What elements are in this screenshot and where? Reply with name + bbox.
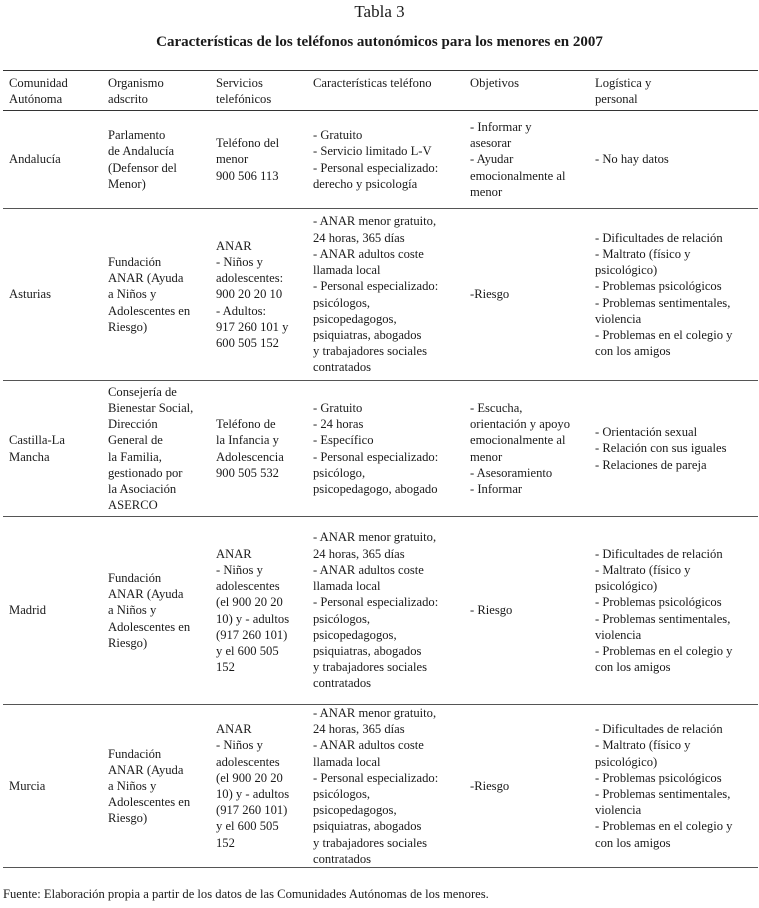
cell-line: llamada local <box>313 579 381 594</box>
cell-line: con los amigos <box>595 344 671 359</box>
cell-line: Parlamento <box>108 128 166 143</box>
cell-community <box>3 381 102 517</box>
cell-line: y trabajadores sociales <box>313 660 427 675</box>
cell-line: ANAR (Ayuda <box>108 587 184 602</box>
cell-line: a Niños y <box>108 778 157 793</box>
cell-line: - Servicio limitado L-V <box>313 144 432 159</box>
table-row <box>3 705 758 868</box>
cell-line: Adolescentes en <box>108 795 191 810</box>
table-row <box>3 381 758 517</box>
cell-line: ANAR <box>216 722 252 737</box>
cell-line: - Niños y <box>216 254 263 269</box>
cell-line: - Maltrato (físico y <box>595 738 691 753</box>
header-organism <box>102 71 210 111</box>
cell-line: - Informar <box>470 481 523 496</box>
header-line: Comunidad <box>9 76 68 90</box>
cell-line: - Escucha, <box>470 400 523 415</box>
cell-line: con los amigos <box>595 660 671 675</box>
cell-line: emocionalmente al <box>470 433 566 448</box>
header-features <box>307 71 464 111</box>
header-services <box>210 71 307 111</box>
cell-logistics <box>589 381 758 517</box>
cell-line: psicólogos, <box>313 295 371 310</box>
table-row <box>3 209 758 381</box>
cell-line: adolescentes <box>216 754 280 769</box>
cell-line: - Dificultades de relación <box>595 546 723 561</box>
cell-line: - ANAR menor gratuito, <box>313 530 437 545</box>
cell-organism <box>102 381 210 517</box>
cell-line: 10) y - adultos <box>216 787 290 802</box>
cell-line: 152 <box>216 660 235 675</box>
cell-line: Adolescencia <box>216 449 284 464</box>
cell-features <box>307 517 464 705</box>
cell-logistics <box>589 111 758 209</box>
cell-organism <box>102 209 210 381</box>
cell-line: - Niños y <box>216 738 263 753</box>
cell-line: Adolescentes en <box>108 303 191 318</box>
cell-line: Madrid <box>9 603 47 618</box>
cell-line: Consejería de <box>108 384 177 399</box>
cell-line: (917 260 101) <box>216 803 288 818</box>
cell-line: - Problemas en el colegio y <box>595 327 733 342</box>
cell-line: psicólogos, <box>313 787 371 802</box>
table-body <box>3 111 758 868</box>
cell-organism <box>102 111 210 209</box>
cell-line: contratados <box>313 676 372 691</box>
cell-line: y trabajadores sociales <box>313 835 427 850</box>
cell-services <box>210 111 307 209</box>
cell-line: - ANAR adultos coste <box>313 246 424 261</box>
header-line: Logística y <box>595 76 652 90</box>
cell-line: psicopedagogos, <box>313 803 397 818</box>
cell-line: 900 20 20 10 <box>216 287 283 302</box>
cell-logistics <box>589 209 758 381</box>
cell-line: la Familia, <box>108 449 162 464</box>
cell-line: y el 600 505 <box>216 819 279 834</box>
cell-line: - Adultos: <box>216 303 267 318</box>
cell-line: - Niños y <box>216 562 263 577</box>
cell-line: menor <box>216 152 249 167</box>
cell-line: - Problemas en el colegio y <box>595 643 733 658</box>
cell-line: - Problemas sentimentales, <box>595 611 731 626</box>
table-caption: Tabla 3 <box>354 2 405 21</box>
cell-line: Fundación <box>108 254 162 269</box>
cell-line: 24 horas, 365 días <box>313 230 405 245</box>
cell-line: - Gratuito <box>313 128 363 143</box>
cell-line: adolescentes: <box>216 271 284 286</box>
cell-line: 10) y - adultos <box>216 611 290 626</box>
cell-line: contratados <box>313 360 372 375</box>
cell-line: - Asesoramiento <box>470 465 553 480</box>
cell-line: Menor) <box>108 176 146 191</box>
header-line: Objetivos <box>470 76 519 90</box>
cell-line: -Riesgo <box>470 778 510 793</box>
cell-line: Riesgo) <box>108 811 148 826</box>
cell-community <box>3 209 102 381</box>
cell-line: psicólogo, <box>313 465 366 480</box>
cell-line: Bienestar Social, <box>108 400 194 415</box>
cell-line: gestionado por <box>108 465 183 480</box>
cell-line: Riesgo) <box>108 635 148 650</box>
cell-services <box>210 381 307 517</box>
cell-line: General de <box>108 433 163 448</box>
cell-logistics <box>589 517 758 705</box>
cell-line: psicopedagogos, <box>313 627 397 642</box>
cell-line: violencia <box>595 311 642 326</box>
cell-line: asesorar <box>470 136 512 151</box>
cell-line: - Problemas psicológicos <box>595 595 722 610</box>
cell-line: (el 900 20 20 <box>216 770 283 785</box>
cell-logistics <box>589 705 758 868</box>
header-line: Organismo <box>108 76 164 90</box>
cell-line: - Relación con sus iguales <box>595 441 727 456</box>
cell-line: la Infancia y <box>216 433 279 448</box>
cell-line: llamada local <box>313 754 381 769</box>
cell-line: 600 505 152 <box>216 336 279 350</box>
header-line: Autónoma <box>9 92 63 107</box>
cell-features <box>307 111 464 209</box>
cell-line: - ANAR menor gratuito, <box>313 706 437 720</box>
cell-line: - ANAR adultos coste <box>313 562 424 577</box>
cell-line: psicólogos, <box>313 611 371 626</box>
cell-line: - Problemas psicológicos <box>595 279 722 294</box>
cell-line: - No hay datos <box>595 152 669 167</box>
phone-services-table <box>3 70 758 868</box>
cell-line: - ANAR menor gratuito, <box>313 214 437 229</box>
cell-line: - Dificultades de relación <box>595 230 723 245</box>
cell-line: llamada local <box>313 263 381 278</box>
cell-line: -Riesgo <box>470 287 510 302</box>
cell-line: - Problemas sentimentales, <box>595 787 731 802</box>
cell-line: violencia <box>595 803 642 818</box>
cell-line: - Personal especializado: <box>313 279 439 294</box>
cell-line: ASERCO <box>108 498 158 513</box>
cell-features <box>307 705 464 868</box>
cell-line: 152 <box>216 835 235 850</box>
table-header <box>3 71 758 111</box>
cell-line: de Andalucía <box>108 144 175 159</box>
header-line: Características teléfono <box>313 76 432 90</box>
cell-line: - Problemas psicológicos <box>595 770 722 785</box>
header-community <box>3 71 102 111</box>
cell-objectives <box>464 111 589 209</box>
cell-line: menor <box>470 184 503 199</box>
cell-line: (el 900 20 20 <box>216 595 283 610</box>
cell-line: y trabajadores sociales <box>313 344 427 359</box>
cell-features <box>307 209 464 381</box>
header-row <box>3 71 758 111</box>
cell-line: ANAR <box>216 238 252 253</box>
cell-line: - Específico <box>313 433 374 448</box>
cell-line: (917 260 101) <box>216 627 288 642</box>
cell-line: - Personal especializado: <box>313 449 439 464</box>
cell-line: Fundación <box>108 746 162 761</box>
cell-line: psicológico) <box>595 579 658 594</box>
cell-line: 900 506 113 <box>216 168 279 183</box>
cell-line: 917 260 101 y <box>216 319 289 334</box>
cell-line: psicopedagogos, <box>313 311 397 326</box>
cell-line: 24 horas, 365 días <box>313 722 405 737</box>
header-line: telefónicos <box>216 92 272 107</box>
cell-line: - Relaciones de pareja <box>595 457 707 472</box>
cell-line: (Defensor del <box>108 160 177 175</box>
cell-line: - Maltrato (físico y <box>595 246 691 261</box>
cell-community <box>3 517 102 705</box>
cell-line: - ANAR adultos coste <box>313 738 424 753</box>
cell-community <box>3 111 102 209</box>
cell-line: Mancha <box>9 449 50 464</box>
cell-line: - Problemas sentimentales, <box>595 295 731 310</box>
cell-line: - Riesgo <box>470 603 513 618</box>
cell-line: menor <box>470 449 503 464</box>
cell-line: ANAR (Ayuda <box>108 271 184 286</box>
cell-line: Murcia <box>9 778 46 793</box>
cell-line: - Personal especializado: <box>313 160 439 175</box>
cell-line: adolescentes <box>216 579 280 594</box>
cell-line: - Problemas en el colegio y <box>595 819 733 834</box>
header-line: Servicios <box>216 76 263 90</box>
cell-line: violencia <box>595 627 642 642</box>
header-line: personal <box>595 92 638 107</box>
header-objectives <box>464 71 589 111</box>
cell-line: - Personal especializado: <box>313 595 439 610</box>
cell-services <box>210 705 307 868</box>
table-title: Características de los teléfonos autonómicos para los menores en 2007 <box>156 34 603 50</box>
cell-line: - Informar y <box>470 119 532 134</box>
table-row <box>3 517 758 705</box>
cell-community <box>3 705 102 868</box>
cell-organism <box>102 517 210 705</box>
cell-line: - Personal especializado: <box>313 770 439 785</box>
cell-line: ANAR <box>216 546 252 561</box>
cell-line: a Niños y <box>108 287 157 302</box>
cell-line: psiquiatras, abogados <box>313 643 422 658</box>
cell-line: con los amigos <box>595 835 671 850</box>
cell-line: Fundación <box>108 570 162 585</box>
cell-organism <box>102 705 210 868</box>
cell-services <box>210 209 307 381</box>
cell-line: psiquiatras, abogados <box>313 327 422 342</box>
cell-line: - Maltrato (físico y <box>595 562 691 577</box>
cell-line: Castilla-La <box>9 433 65 448</box>
cell-line: la Asociación <box>108 481 177 496</box>
cell-line: derecho y psicología <box>313 176 418 191</box>
cell-line: Andalucía <box>9 152 61 167</box>
cell-line: a Niños y <box>108 603 157 618</box>
cell-line: Dirección <box>108 417 158 432</box>
cell-line: psiquiatras, abogados <box>313 819 422 834</box>
table-row <box>3 111 758 209</box>
cell-objectives <box>464 517 589 705</box>
cell-line: y el 600 505 <box>216 643 279 658</box>
cell-line: psicológico) <box>595 263 658 278</box>
cell-line: 24 horas, 365 días <box>313 546 405 561</box>
cell-line: psicopedagogo, abogado <box>313 481 438 496</box>
cell-line: contratados <box>313 851 372 866</box>
cell-line: emocionalmente al <box>470 168 566 183</box>
header-line: adscrito <box>108 92 148 107</box>
cell-objectives <box>464 209 589 381</box>
cell-line: Teléfono del <box>216 136 280 151</box>
header-logistics <box>589 71 758 111</box>
cell-line: Adolescentes en <box>108 619 191 634</box>
cell-features <box>307 381 464 517</box>
cell-line: - 24 horas <box>313 417 364 432</box>
cell-line: ANAR (Ayuda <box>108 762 184 777</box>
cell-line: Teléfono de <box>216 417 276 432</box>
cell-line: Asturias <box>9 287 51 302</box>
cell-line: orientación y apoyo <box>470 417 571 432</box>
cell-objectives <box>464 381 589 517</box>
cell-line: 900 505 532 <box>216 465 279 480</box>
source-footnote: Fuente: Elaboración propia a partir de los datos de las Comunidades Autónomas de los menores. <box>3 887 489 901</box>
cell-line: - Ayudar <box>470 152 514 167</box>
cell-line: - Dificultades de relación <box>595 722 723 737</box>
cell-line: - Orientación sexual <box>595 425 698 440</box>
cell-objectives <box>464 705 589 868</box>
cell-line: Riesgo) <box>108 319 148 334</box>
cell-line: psicológico) <box>595 754 658 769</box>
cell-line: - Gratuito <box>313 400 363 415</box>
cell-services <box>210 517 307 705</box>
